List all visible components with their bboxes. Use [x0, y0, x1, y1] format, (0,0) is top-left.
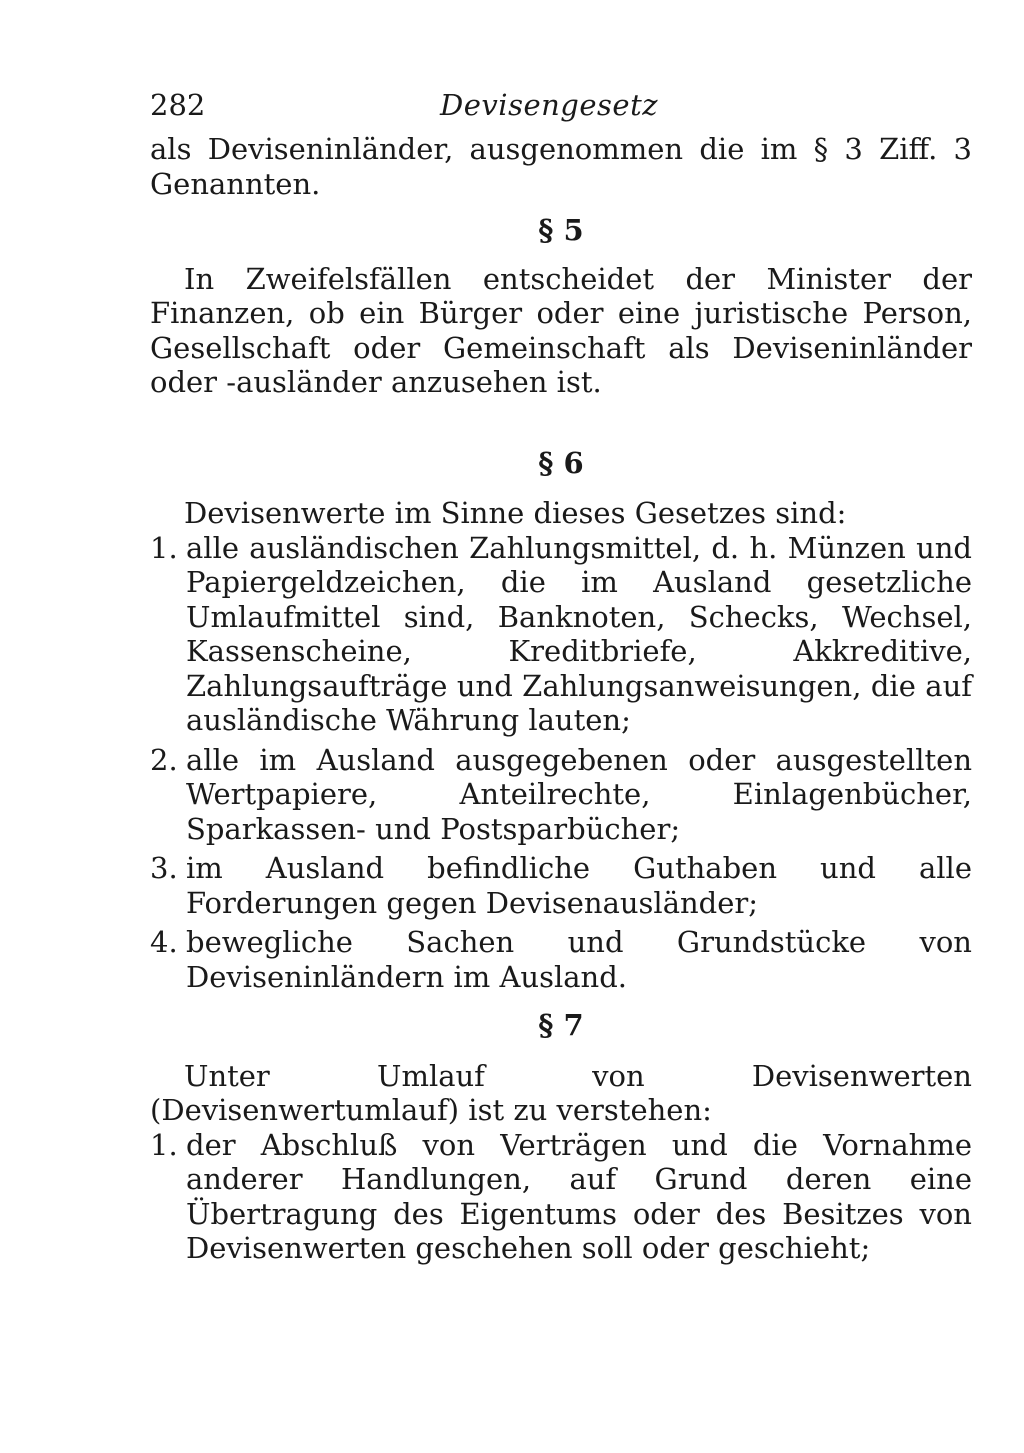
- list-item: [150, 1128, 972, 1266]
- item-list: [150, 1128, 972, 1266]
- section-intro: Unter Umlauf von Devisenwerten (Devisenwertumlauf) ist zu verstehen:: [150, 1058, 972, 1127]
- section-6: [150, 446, 972, 995]
- item-text: alle im Ausland ausgegebenen oder ausgestellten Wertpapiere, Anteilrechte, Einlagenbücher, Sparkassen- und Postsparbücher;: [186, 742, 972, 846]
- section-7: [150, 1008, 972, 1266]
- section-intro: Devisenwerte im Sinne dieses Gesetzes sind:: [184, 496, 847, 530]
- page-number: 282: [150, 88, 206, 122]
- section-5: [150, 213, 972, 400]
- list-item: [150, 925, 972, 994]
- list-item: [150, 743, 972, 847]
- item-text: im Ausland befindliche Guthaben und alle Forderungen gegen Devisenausländer;: [186, 851, 972, 920]
- item-text: der Abschluß von Verträgen und die Vornahme anderer Handlungen, auf Grund deren eine Übertragung des Eigentums oder des Besitzes von Devisenwerten geschehen soll oder geschieht;: [186, 1127, 972, 1265]
- list-item: [150, 531, 972, 738]
- item-list: [150, 531, 972, 995]
- continuation-paragraph: als Deviseninländer, ausgenommen die im § 3 Ziff. 3 Genannten.: [150, 132, 972, 201]
- item-number: 2.: [150, 742, 178, 777]
- section-heading: § 7: [538, 1008, 584, 1042]
- item-number: 3.: [150, 851, 178, 885]
- document-page: [150, 88, 972, 1271]
- running-title: Devisengesetz: [440, 88, 658, 122]
- item-text: bewegliche Sachen und Grundstücke von Deviseninländern im Ausland.: [186, 925, 972, 994]
- page-header: [150, 88, 972, 132]
- list-item: [150, 851, 972, 920]
- item-text: alle ausländischen Zahlungsmittel, d. h. Münzen und Papiergeldzeichen, die im Ausland gesetzliche Umlaufmittel sind, Banknoten, Schecks, Wechsel, Kassenscheine, Kreditbriefe, Akkreditive, Zahlungsaufträge und Zahlungsanweisungen, die auf ausländische Währung lauten;: [186, 530, 972, 737]
- item-number: 1.: [150, 530, 178, 565]
- section-heading: § 5: [538, 213, 584, 247]
- section-paragraph: In Zweifelsfällen entscheidet der Minister der Finanzen, ob ein Bürger oder eine juristische Person, Gesellschaft oder Gemeinschaft als Deviseninländer oder -ausländer anzusehen ist.: [150, 261, 972, 399]
- item-number: 4.: [150, 925, 178, 959]
- item-number: 1.: [150, 1127, 178, 1162]
- section-heading: § 6: [538, 445, 584, 480]
